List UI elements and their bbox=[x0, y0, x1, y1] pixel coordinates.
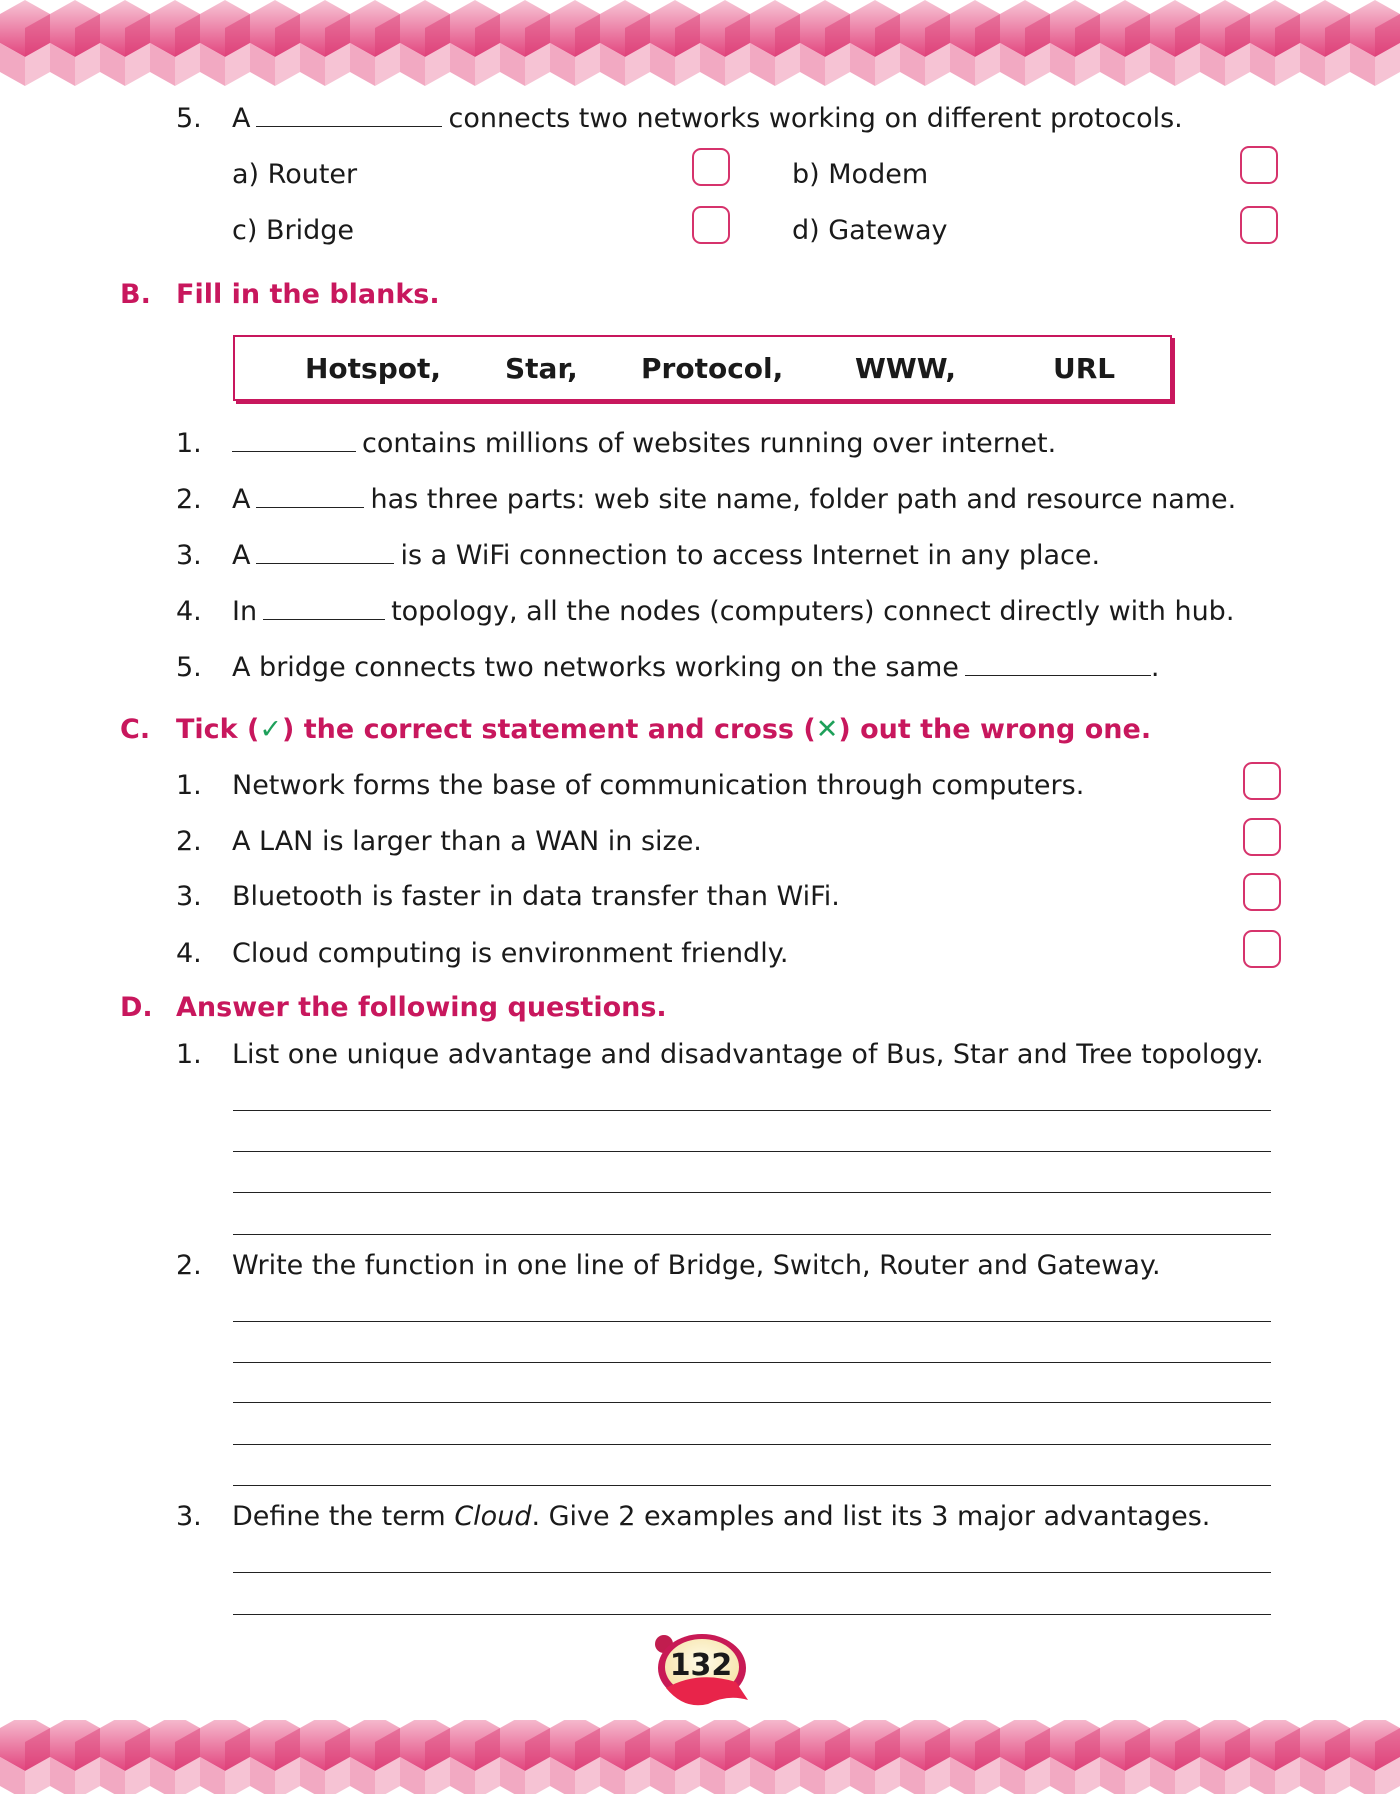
section-b-title: Fill in the blanks. bbox=[176, 279, 440, 310]
statement-4-checkbox[interactable] bbox=[1243, 930, 1281, 968]
section-c-letter: C. bbox=[120, 714, 151, 745]
item-number: 1. bbox=[176, 1039, 202, 1070]
item-number: 4. bbox=[176, 938, 202, 969]
item-text: A bridge connects two networks working on the same bbox=[232, 652, 959, 683]
blank bbox=[256, 103, 442, 127]
item-number: 5. bbox=[176, 652, 202, 683]
answer-line[interactable] bbox=[233, 1234, 1271, 1235]
item-number: 2. bbox=[176, 484, 202, 515]
fill-item bbox=[232, 483, 1236, 517]
answer-line[interactable] bbox=[233, 1485, 1271, 1486]
word: Star, bbox=[505, 351, 578, 385]
title-part: ) out the wrong one. bbox=[838, 714, 1152, 745]
item-number: 1. bbox=[176, 428, 202, 459]
item-number: 2. bbox=[176, 826, 202, 857]
hexagon-border-top bbox=[0, 0, 1400, 86]
item-number: 3. bbox=[176, 881, 202, 912]
fill-item bbox=[232, 427, 1056, 461]
answer-line[interactable] bbox=[233, 1362, 1271, 1363]
statement-1-checkbox[interactable] bbox=[1243, 762, 1281, 800]
answer-line[interactable] bbox=[233, 1572, 1271, 1573]
question-prefix: A bbox=[232, 103, 251, 134]
option-a: a) Router bbox=[232, 159, 358, 190]
blank bbox=[263, 596, 385, 620]
item-text: is a WiFi connection to access Internet in any place. bbox=[400, 540, 1101, 571]
answer-line[interactable] bbox=[233, 1402, 1271, 1403]
option-c-checkbox[interactable] bbox=[692, 206, 730, 244]
option-c: c) Bridge bbox=[232, 215, 354, 246]
answer-line[interactable] bbox=[233, 1614, 1271, 1615]
section-d-letter: D. bbox=[120, 992, 153, 1023]
question: List one unique advantage and disadvantage of Bus, Star and Tree topology. bbox=[232, 1039, 1264, 1070]
answer-line[interactable] bbox=[233, 1444, 1271, 1445]
answer-line[interactable] bbox=[233, 1110, 1271, 1111]
page-number: 132 bbox=[669, 1648, 733, 1683]
item-text: A bbox=[232, 484, 251, 515]
answer-line[interactable] bbox=[233, 1321, 1271, 1322]
statement: Network forms the base of communication through computers. bbox=[232, 770, 1085, 801]
item-text: In bbox=[232, 596, 258, 627]
statement-3-checkbox[interactable] bbox=[1243, 873, 1281, 911]
fill-item bbox=[232, 539, 1100, 573]
hexagon-border-bottom bbox=[0, 1720, 1400, 1800]
statement: Cloud computing is environment friendly. bbox=[232, 938, 789, 969]
question-number: 5. bbox=[176, 103, 202, 134]
title-part: Tick ( bbox=[176, 714, 260, 745]
blank bbox=[965, 652, 1151, 676]
page-number-badge bbox=[648, 1630, 754, 1712]
question: Write the function in one line of Bridge, Switch, Router and Gateway. bbox=[232, 1250, 1161, 1281]
statement-2-checkbox[interactable] bbox=[1243, 818, 1281, 856]
word: URL bbox=[1053, 351, 1116, 385]
item-number: 2. bbox=[176, 1250, 202, 1281]
section-c-title bbox=[176, 713, 1151, 747]
option-b-checkbox[interactable] bbox=[1240, 146, 1278, 184]
answer-line[interactable] bbox=[233, 1151, 1271, 1152]
question-suffix: connects two networks working on different protocols. bbox=[448, 103, 1183, 134]
blank bbox=[256, 484, 364, 508]
question-text: . Give 2 examples and list its 3 major advantages. bbox=[531, 1501, 1211, 1532]
word: Hotspot, bbox=[305, 351, 442, 385]
item-number: 4. bbox=[176, 596, 202, 627]
answer-line[interactable] bbox=[233, 1192, 1271, 1193]
item-text: A bbox=[232, 540, 251, 571]
blank bbox=[232, 428, 356, 452]
option-d: d) Gateway bbox=[792, 215, 948, 246]
fill-item bbox=[232, 595, 1234, 629]
fill-item bbox=[232, 651, 1160, 685]
item-text: topology, all the nodes (computers) connect directly with hub. bbox=[391, 596, 1235, 627]
item-text: has three parts: web site name, folder path and resource name. bbox=[370, 484, 1237, 515]
word-bank bbox=[233, 335, 1172, 401]
mcq-question bbox=[232, 102, 1183, 136]
title-part: ) the correct statement and cross ( bbox=[282, 714, 816, 745]
item-text: contains millions of websites running over internet. bbox=[362, 428, 1057, 459]
section-b-letter: B. bbox=[120, 279, 151, 310]
tick-icon: ✓ bbox=[259, 714, 282, 745]
word: Protocol, bbox=[641, 351, 784, 385]
word: WWW, bbox=[855, 351, 957, 385]
item-text: . bbox=[1150, 652, 1160, 683]
emphasized-term: Cloud bbox=[454, 1501, 532, 1532]
cross-icon: ✕ bbox=[815, 714, 839, 745]
section-d-title: Answer the following questions. bbox=[176, 992, 667, 1023]
statement: A LAN is larger than a WAN in size. bbox=[232, 826, 702, 857]
item-number: 3. bbox=[176, 540, 202, 571]
blank bbox=[256, 540, 394, 564]
option-d-checkbox[interactable] bbox=[1240, 206, 1278, 244]
question-text: Define the term bbox=[232, 1501, 455, 1532]
option-b: b) Modem bbox=[792, 159, 929, 190]
statement: Bluetooth is faster in data transfer than WiFi. bbox=[232, 881, 840, 912]
question bbox=[232, 1500, 1210, 1534]
item-number: 1. bbox=[176, 770, 202, 801]
item-number: 3. bbox=[176, 1501, 202, 1532]
option-a-checkbox[interactable] bbox=[692, 148, 730, 186]
